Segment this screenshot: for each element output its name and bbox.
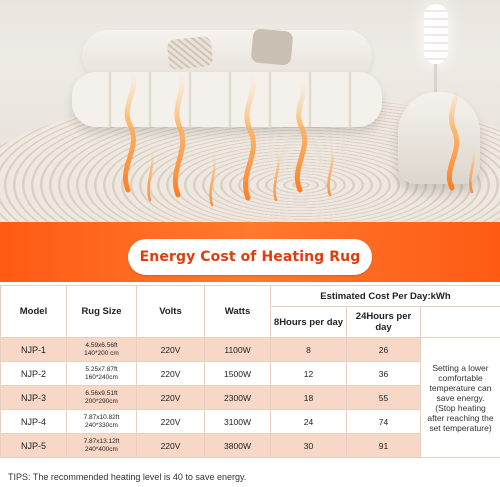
- cell-volts: 220V: [137, 338, 205, 362]
- header-8-hours: [271, 307, 347, 338]
- tips-text: TIPS: The recommended heating level is 40 to save energy.: [8, 472, 247, 482]
- cell-rug-size: [67, 338, 137, 362]
- header-volts: Volts: [137, 286, 205, 338]
- cell-model: NJP-4: [1, 410, 67, 434]
- size-ft: 4.59x6.56ft: [85, 342, 118, 349]
- size-ft: 5.25x7.87ft: [85, 366, 118, 373]
- cell-watts: 3800W: [205, 434, 271, 458]
- cell-rug-size: [67, 362, 137, 386]
- energy-cost-table: [0, 285, 500, 458]
- size-cm: 240*400cm: [85, 445, 118, 453]
- cell-8-hours: 18: [271, 386, 347, 410]
- size-cm: 200*290cm: [85, 397, 118, 405]
- cell-8-hours: 30: [271, 434, 347, 458]
- cell-volts: 220V: [137, 434, 205, 458]
- header-model: Model: [1, 286, 67, 338]
- page-title: Energy Cost of Heating Rug: [139, 249, 361, 265]
- cell-watts: 1500W: [205, 362, 271, 386]
- cell-24-hours: 91: [347, 434, 421, 458]
- header-estimated-cost: Estimated Cost Per Day:kWh: [271, 286, 500, 307]
- hero-image: [0, 0, 500, 222]
- heat-wave-icon: [0, 0, 500, 222]
- cell-model: NJP-2: [1, 362, 67, 386]
- cell-8-hours: 12: [271, 362, 347, 386]
- cell-24-hours: 26: [347, 338, 421, 362]
- size-ft: 7.87x13.12ft: [83, 438, 120, 445]
- cell-rug-size: [67, 386, 137, 410]
- cell-volts: 220V: [137, 386, 205, 410]
- cell-watts: 3100W: [205, 410, 271, 434]
- cell-watts: 1100W: [205, 338, 271, 362]
- header-rug-size: Rug Size: [67, 286, 137, 338]
- header-note-blank: [421, 307, 500, 338]
- table-row: [1, 338, 500, 362]
- cell-model: NJP-1: [1, 338, 67, 362]
- cell-8-hours: 24: [271, 410, 347, 434]
- size-cm: 240*330cm: [85, 421, 118, 429]
- cell-volts: 220V: [137, 410, 205, 434]
- cell-model: NJP-5: [1, 434, 67, 458]
- header-24-hours: [347, 307, 421, 338]
- header-8-hours-label: 8Hours per day: [273, 316, 344, 328]
- energy-saving-note: Setting a lower comfortable temperature can save energy. (Stop heating after reaching the set temperature): [421, 338, 500, 458]
- cell-24-hours: 55: [347, 386, 421, 410]
- cell-watts: 2300W: [205, 386, 271, 410]
- header-24-hours-label: 24Hours per day: [355, 311, 412, 333]
- size-ft: 6.56x9.51ft: [85, 390, 118, 397]
- cell-volts: 220V: [137, 362, 205, 386]
- cell-24-hours: 36: [347, 362, 421, 386]
- cell-24-hours: 74: [347, 410, 421, 434]
- cell-rug-size: [67, 434, 137, 458]
- cell-8-hours: 8: [271, 338, 347, 362]
- cell-model: NJP-3: [1, 386, 67, 410]
- cell-rug-size: [67, 410, 137, 434]
- header-watts: Watts: [205, 286, 271, 338]
- size-cm: 140*200 cm: [84, 349, 119, 357]
- size-ft: 7.87x10.82ft: [83, 414, 120, 421]
- size-cm: 160*240cm: [85, 373, 118, 381]
